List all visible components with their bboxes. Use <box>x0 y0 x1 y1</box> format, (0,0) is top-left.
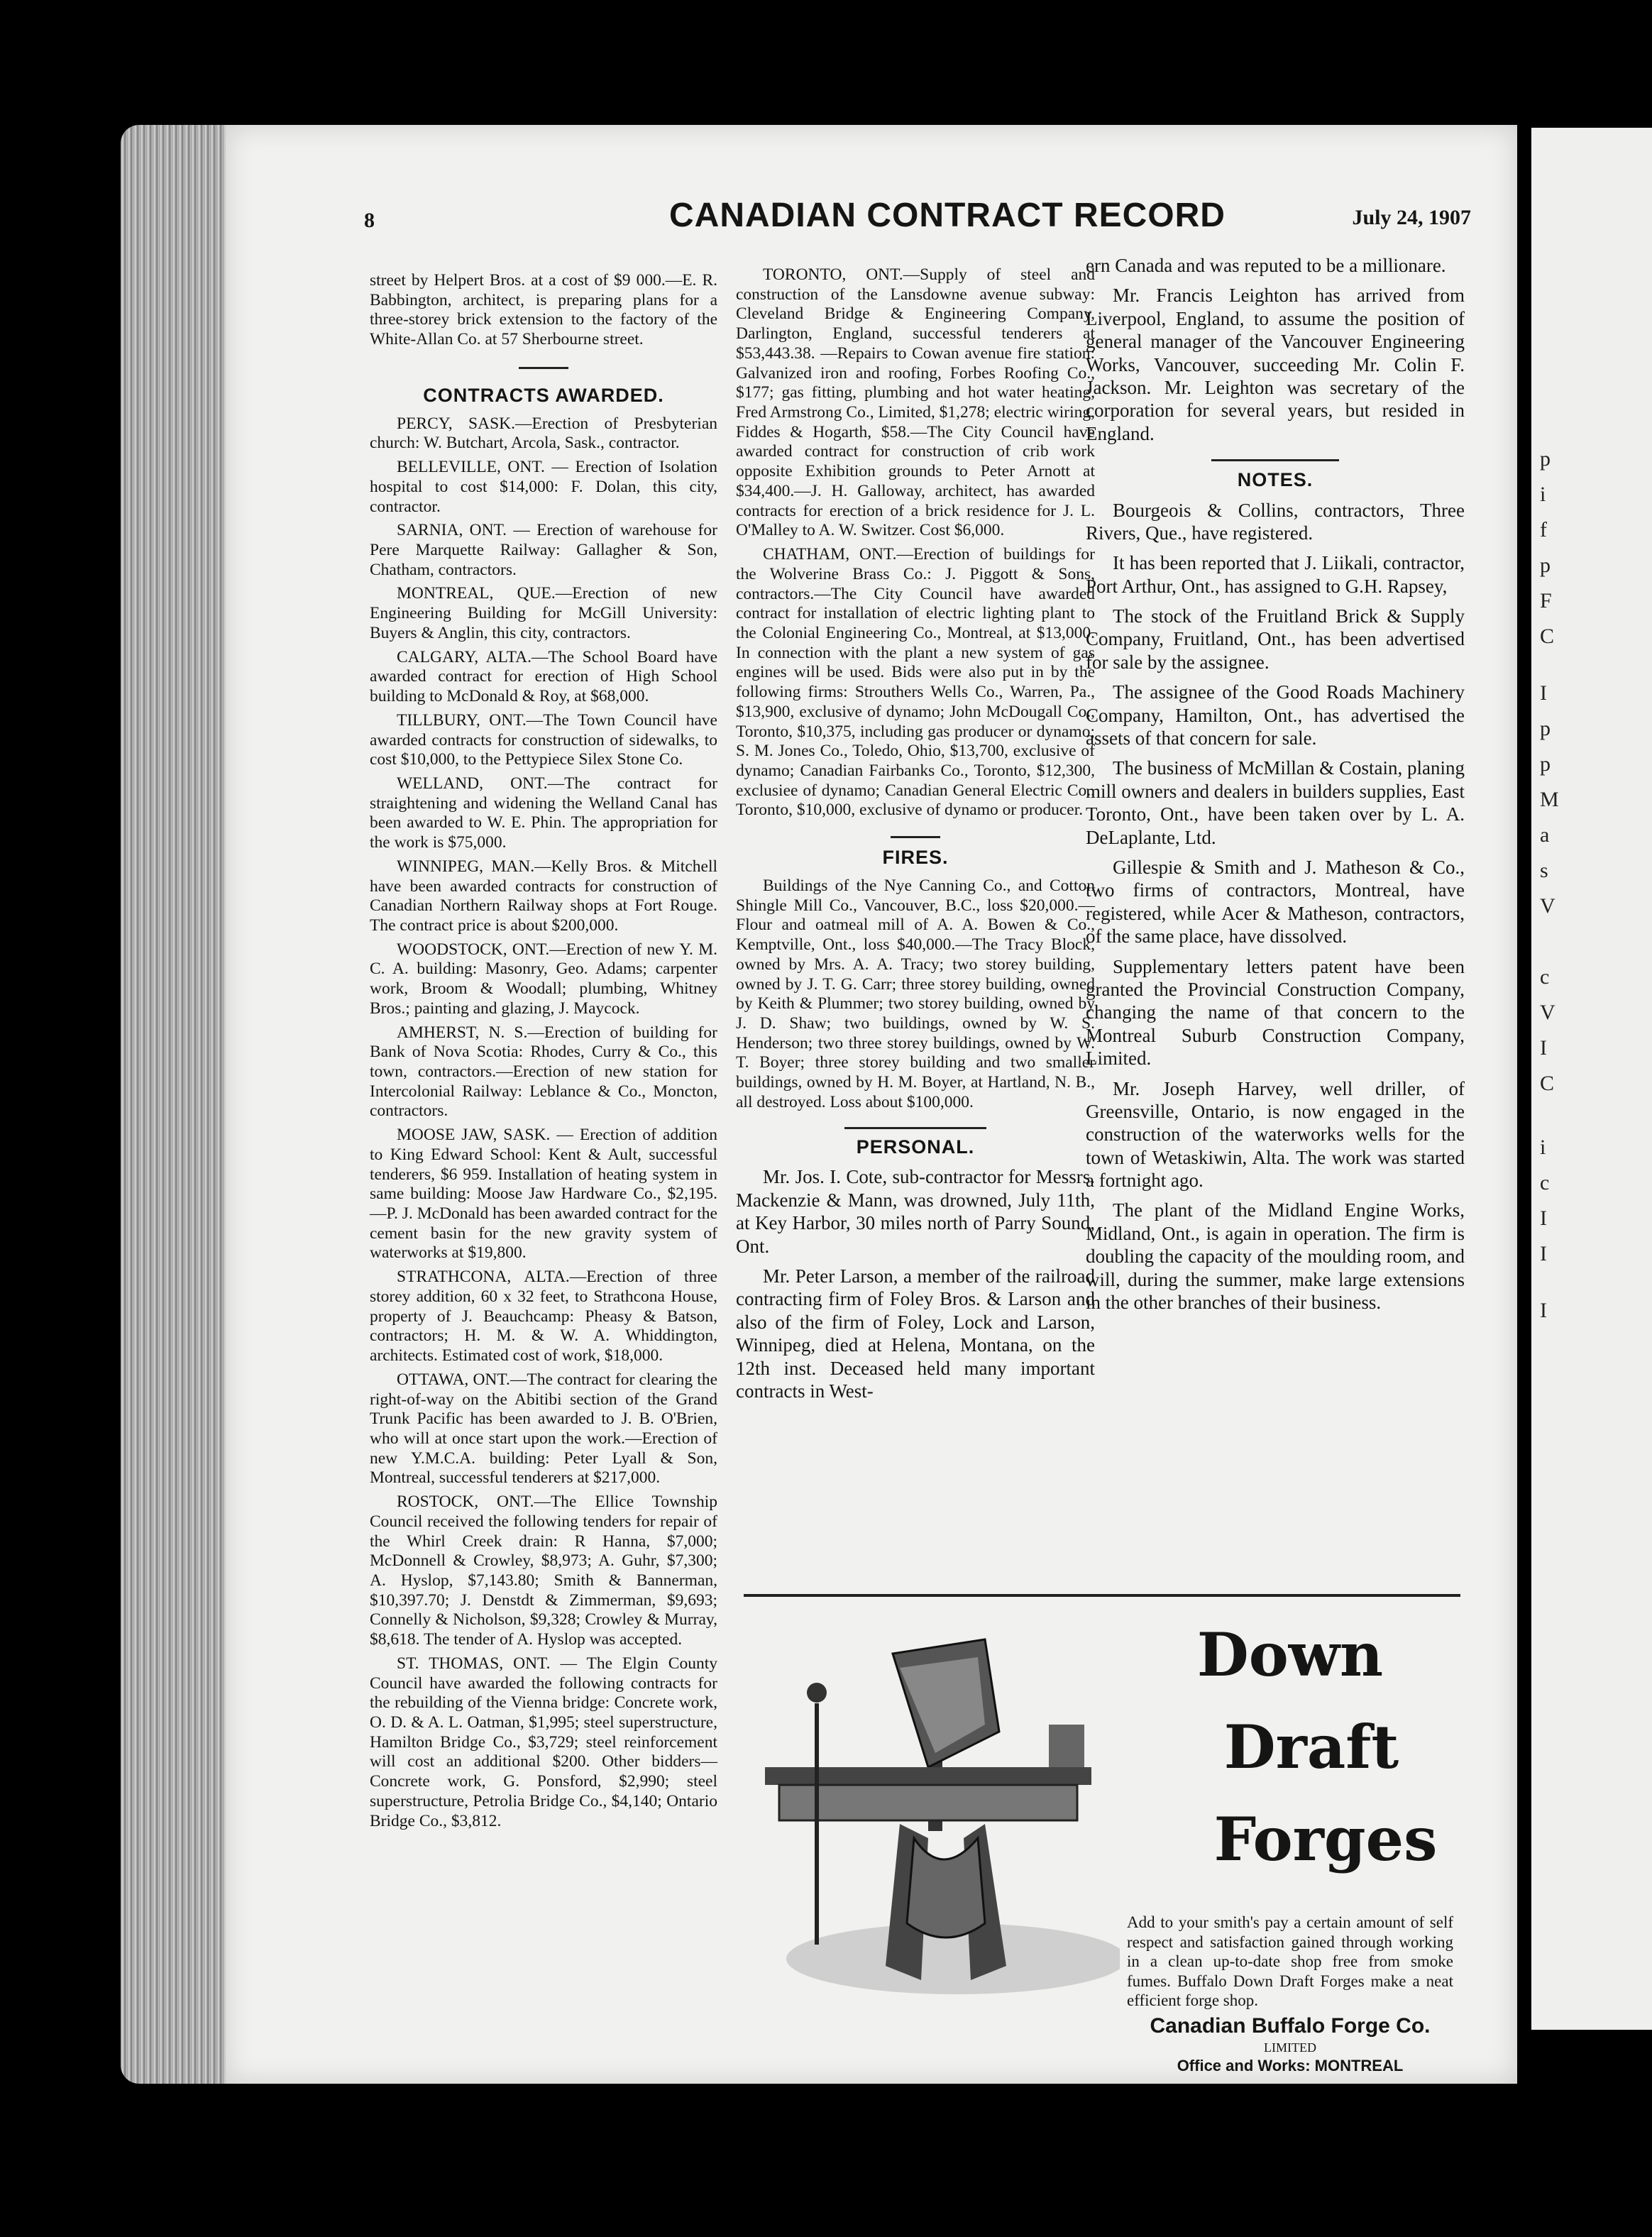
note-paragraph: The plant of the Midland Engine Works, Midland, Ont., is again in operation. The firm is doubling the capacity of the moulding room, and will, during the summer, make large extensions in the other branches of their business. <box>1086 1199 1465 1314</box>
note-paragraph: The stock of the Fruitland Brick & Supply Company, Fruitland, Ont., has been advertised for sale by the assignee. <box>1086 605 1465 673</box>
list-item: CHATHAM, ONT.—Erection of buildings for the Wolverine Brass Co.: J. Piggott & Sons, contractors.—The City Council have awarded contract for installation of electric lighting plant to the Colonial Engineering Co., Montreal, at $13,000. In connection with the plant a new system of gas engines will be used. Bids were also put in by the following firms: Strouthers Wells Co., Warren, Pa., $13,900, exclusive of dynamo; John McDougall Co., Toronto, $10,375, including gas producer or dynamo; S. M. Jones Co., Toledo, Ohio, $13,700, exclusive of dynamo; Canadian Fairbanks Co., Toronto, $12,300, exclusiee of dynamo; Canadian General Electric Co., Toronto, $10,000, exclusive of dynamo or producer. <box>736 545 1095 820</box>
personal-paragraph: Mr. Francis Leighton has arrived from Liverpool, England, to assume the position of general manager of the Vancouver Engineering Works, Vancouver, succeeding Mr. Colin F. Jackson. Mr. Leighton was secretary of the corporation for several years, but resided in England. <box>1086 285 1465 444</box>
personal-paragraph: Mr. Jos. I. Cote, sub-contractor for Messrs. Mackenzie & Mann, was drowned, July 11th, at Key Harbor, 30 miles north of Parry Sound, Ont. <box>736 1166 1095 1257</box>
fragment: I <box>1540 1207 1547 1230</box>
column-2 <box>736 265 1095 1407</box>
personal-paragraph: Mr. Peter Larson, a member of the railroad contracting firm of Foley Bros. & Larson and also of the firm of Foley, Lock and Larson, Winnipeg, died at Helena, Montana, on the 12th inst. Deceased held many important contracts in West- <box>736 1265 1095 1402</box>
divider <box>844 1127 986 1129</box>
ad-company-name: Canadian Buffalo Forge Co. <box>1150 2014 1431 2038</box>
forge-illustration <box>751 1625 1120 2023</box>
note-paragraph: It has been reported that J. Liikali, contractor, Port Arthur, Ont., has assigned to G.H. Rapsey, <box>1086 552 1465 597</box>
fragment: C <box>1540 1072 1555 1095</box>
contracts-awarded-heading: CONTRACTS AWARDED. <box>423 384 664 406</box>
page-number: 8 <box>364 209 375 232</box>
fragment: c <box>1540 965 1550 989</box>
fragment: p <box>1540 554 1551 577</box>
ad-office-text: Office and Works: MONTREAL <box>1177 2057 1404 2074</box>
adjacent-page-edge <box>1531 128 1652 2030</box>
page-header <box>364 196 1471 238</box>
newspaper-page <box>226 125 1517 2084</box>
fragment: F <box>1540 589 1552 612</box>
fragment: V <box>1540 1001 1555 1024</box>
fragment: I <box>1540 681 1547 705</box>
list-item: CALGARY, ALTA.—The School Board have awarded contract for erection of High School building to McDonald & Roy, at $68,000. <box>370 647 717 706</box>
fires-heading: FIRES. <box>882 847 949 869</box>
fires-paragraph: Buildings of the Nye Canning Co., and Cotton Shingle Mill Co., Vancouver, B.C., loss $20,000.—Flour and oatmeal mill of A. A. Bowen & Co., Kemptville, Ont., loss $40,000.—The Tracy Block, owned by Mrs. A. A. Tracy; two storey building, owned by J. T. G. Carr; three storey building, owned by Keith & Plummer; two storey building, owned by J. D. Shaw; two buildings, owned by W. S. Henderson; two three storey buildings, owned by W. T. Boyer; three storey building and two smaller buildings, owned by H. M. Boyer, at Hartland, N. B., all destroyed. Loss about $100,000. <box>736 876 1095 1111</box>
fragment: a <box>1540 823 1550 847</box>
fragment: M <box>1540 788 1559 811</box>
list-item: WINNIPEG, MAN.—Kelly Bros. & Mitchell have been awarded contracts for construction of Canadian Northern Railway shops at Fort Rouge. The contract price is about $200,000. <box>370 857 717 935</box>
list-item: OTTAWA, ONT.—The contract for clearing the right-of-way on the Abitibi section of the Grand Trunk Pacific has been awarded to J. B. O'Brien, who will at once start upon the work.—Erection of new Y.M.C.A. building: Peter Lyall & Son, Montreal, successful tenderers at $217,000. <box>370 1370 717 1488</box>
column-1 <box>370 271 717 1835</box>
note-paragraph: Gillespie & Smith and J. Matheson & Co., two firms of contractors, Montreal, have registered, while Acer & Matheson, contractors, of the same place, have dissolved. <box>1086 856 1465 947</box>
list-item: PERCY, SASK.—Erection of Presbyterian church: W. Butchart, Arcola, Sask., contractor. <box>370 414 717 453</box>
fragment: I <box>1540 1036 1547 1060</box>
ad-limited-text: LIMITED <box>1264 2040 1316 2055</box>
issue-date: July 24, 1907 <box>1352 206 1471 229</box>
list-item: TILLBURY, ONT.—The Town Council have awarded contracts for construction of sidewalks, to cost $10,000, to the Pettypiece Silex Stone Co. <box>370 710 717 769</box>
fragment: I <box>1540 1299 1547 1322</box>
note-paragraph: The business of McMillan & Costain, planing mill owners and dealers in builders supplies, East Toronto, Ont., have been taken over by L. A. DeLaplante, Ltd. <box>1086 757 1465 848</box>
list-item: ST. THOMAS, ONT. — The Elgin County Council have awarded the following contracts for the rebuilding of the Vienna bridge: Concrete work, O. D. & A. L. Oatman, $1,995; steel superstructure, Hamilton Bridge Co., $3,729; steel reinforcement will cost an additional $200. Other bidders—Concrete work, G. Ponsford, $2,990; steel superstructure, Petrolia Bridge Co., $4,140; Ontario Bridge Co., $3,812. <box>370 1654 717 1830</box>
fragment: V <box>1540 894 1555 918</box>
fragment: f <box>1540 518 1547 542</box>
ad-body-text: Add to your smith's pay a certain amount of self respect and satisfaction gained through working in a clean up-to-date shop free from smoke fumes. Buffalo Down Draft Forges make a neat efficient forge shop. <box>1127 1913 1453 2010</box>
notes-heading: NOTES. <box>1237 469 1314 491</box>
divider <box>519 367 568 369</box>
forge-advertisement <box>744 1594 1460 2074</box>
ad-title-line: Draft <box>1223 1712 1399 1782</box>
fragment: c <box>1540 1171 1550 1194</box>
list-item: MONTREAL, QUE.—Erection of new Engineering Building for McGill University: Buyers & Anglin, this city, contractors. <box>370 584 717 642</box>
list-item: MOOSE JAW, SASK. — Erection of addition to King Edward School: Kent & Ault, successful tenderers, $6 959. Installation of heating system in same building: Moose Jaw Hardware Co., $2,195.—P. J. McDonald has been awarded contract for the cement basin for the new gravity system of waterworks at $19,800. <box>370 1126 717 1263</box>
book-page-edges <box>121 125 227 2084</box>
divider <box>1211 459 1339 461</box>
note-paragraph: Supplementary letters patent have been granted the Provincial Construction Company, changing the name of that concern to the Montreal Suburb Construction Company, Limited. <box>1086 955 1465 1070</box>
note-paragraph: The assignee of the Good Roads Machinery Company, Hamilton, Ont., has advertised the assets of that concern for sale. <box>1086 681 1465 749</box>
fragment: i <box>1540 1136 1546 1159</box>
list-item: TORONTO, ONT.—Supply of steel and construction of the Lansdowne avenue subway: Cleveland Bridge & Engineering Company, Darlington, England, successful tenderers at $53,443.38. —Repairs to Cowan avenue fire station: Galvanized iron and roofing, Forbes Roofing Co., $177; gas fitting, plumbing and hot water heating, Fred Armstrong Co., Limited, $1,278; electric wiring, Fiddes & Hogarth, $58.—The City Council have awarded contract for construction of crib work opposite Exhibition grounds to Peter Arnott at $34,400.—J. H. Galloway, architect, has awarded contracts for erection of a brick residence for J. L. O'Malley to A. W. Switzer. Cost $6,000. <box>736 265 1095 540</box>
divider <box>891 836 940 838</box>
note-paragraph: Bourgeois & Collins, contractors, Three Rivers, Que., have registered. <box>1086 499 1465 544</box>
list-item: WELLAND, ONT.—The contract for straightening and widening the Welland Canal has been awarded to W. E. Phin. The appropriation for the work is $75,000. <box>370 774 717 852</box>
intro-paragraph: street by Helpert Bros. at a cost of $9 000.—E. R. Babbington, architect, is preparing plans for a three-storey brick extension to the factory of the White-Allan Co. at 57 Sherbourne street. <box>370 271 717 349</box>
list-item: ROSTOCK, ONT.—The Ellice Township Council received the following tenders for repair of the Whirl Creek drain: R Hanna, $7,000; McDonnell & Crowley, $8,973; A. Guhr, $7,300; A. Hyslop, $7,143.80; Smith & Bannerman, $10,397.70; J. Denstdt & Zimmerman, $9,693; Connelly & Nicholson, $9,328; Crowley & Murray, $8,618. The tender of A. Hyslop was accepted. <box>370 1493 717 1649</box>
personal-paragraph: ern Canada and was reputed to be a millionare. <box>1086 255 1446 276</box>
fragment: p <box>1540 752 1551 776</box>
column-3 <box>1086 254 1465 1321</box>
fragment: C <box>1540 625 1555 648</box>
fragment: s <box>1540 859 1548 882</box>
list-item: WOODSTOCK, ONT.—Erection of new Y. M. C. A. building: Masonry, Geo. Adams; carpenter work, Broom & Woodall; plumbing, Whitney Bros.; painting and glazing, J. Maycock. <box>370 940 717 1018</box>
page-title: CANADIAN CONTRACT RECORD <box>669 197 1226 234</box>
ad-title-line: Down <box>1196 1620 1384 1690</box>
fragment: p <box>1540 717 1551 740</box>
fragment: p <box>1540 447 1551 471</box>
list-item: STRATHCONA, ALTA.—Erection of three storey addition, 60 x 32 feet, to Strathcona House, property of J. Beauchcamp: Pheasy & Batson, contractors; H. M. & W. A. Whiddington, architects. Estimated cost of work, $18,000. <box>370 1268 717 1365</box>
fragment: i <box>1540 483 1546 506</box>
list-item: SARNIA, ONT. — Erection of warehouse for Pere Marquette Railway: Gallagher & Son, Chatham, contractors. <box>370 521 717 579</box>
ad-title-line: Forges <box>1213 1804 1438 1874</box>
fragment: I <box>1540 1242 1547 1265</box>
personal-heading: PERSONAL. <box>856 1136 975 1158</box>
list-item: BELLEVILLE, ONT. — Erection of Isolation hospital to cost $14,000: F. Dolan, this city, contractor. <box>370 458 717 516</box>
note-paragraph: Mr. Joseph Harvey, well driller, of Greensville, Ontario, is now engaged in the construction of the waterworks wells for the town of Wetaskiwin, Alta. The work was started a fortnight ago. <box>1086 1077 1465 1192</box>
list-item: AMHERST, N. S.—Erection of building for Bank of Nova Scotia: Rhodes, Curry & Co., this town, contractors.—Erection of new station for Intercolonial Railway: Leblance & Co., Moncton, contractors. <box>370 1023 717 1121</box>
